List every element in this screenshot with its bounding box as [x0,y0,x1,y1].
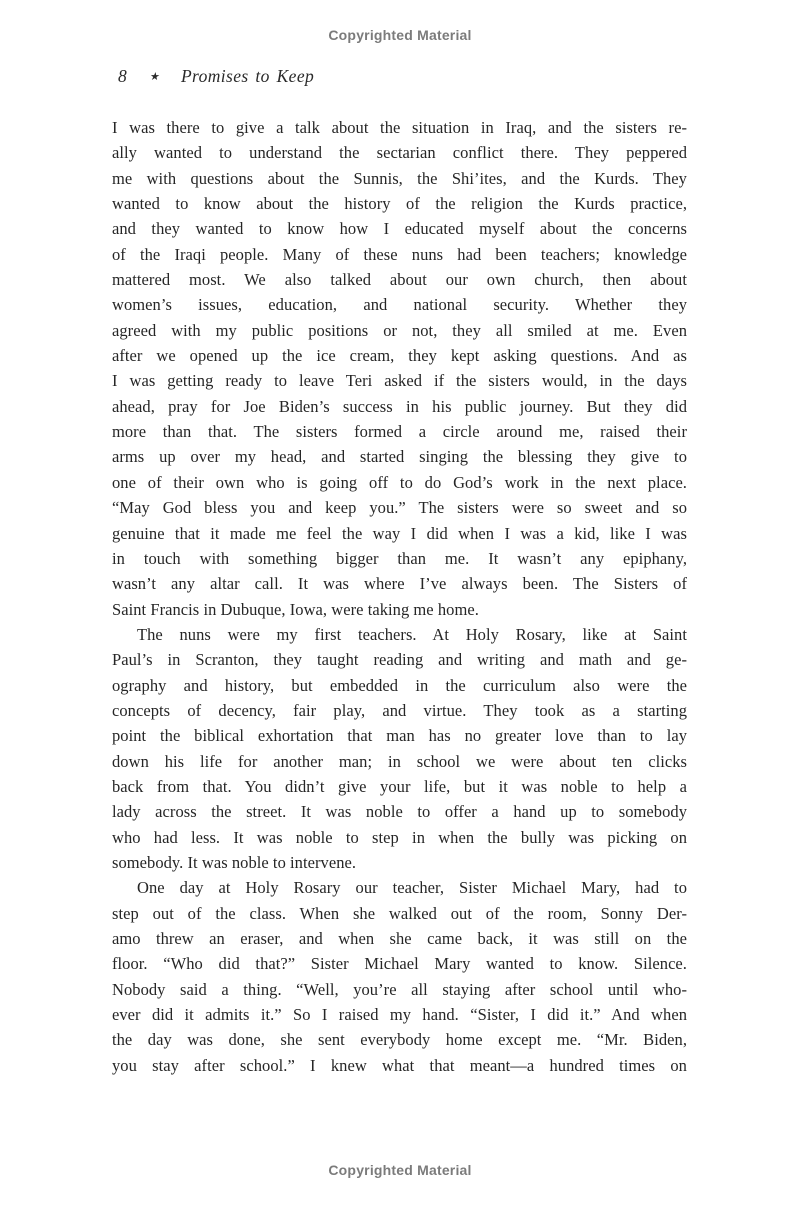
text-line: who had less. It was noble to step in when the bully was picking on [112,827,687,847]
text-line: Paul’s in Scranton, they taught reading and writing and math and ge- [112,650,687,670]
text-line: down his life for another man; in school we were about ten clicks [112,751,687,771]
text-line: amo threw an eraser, and when she came back, it was still on the [112,929,687,948]
text-line: more than that. The sisters formed a circle around me, raised their [112,422,687,442]
text-line: agreed with my public positions or not, they all smiled at me. Even [112,320,687,340]
text-line: me with questions about the Sunnis, the Shi’ites, and the Kurds. They [112,168,687,188]
text-line: concepts of decency, fair play, and virtue. They took as a starting [112,700,687,720]
text-line: wanted to know about the history of the religion the Kurds practice, [112,194,687,214]
text-line: somebody. It was noble to intervene. [112,852,357,872]
text-line: ever did it admits it.” So I raised my hand. “Sister, I did it.” And when [112,1005,687,1025]
text-line: floor. “Who did that?” Sister Michael Mary wanted to know. Silence. [112,954,687,974]
page-number: 8 [118,66,128,86]
text-line: women’s issues, education, and national security. Whether they [112,295,687,315]
text-line: I was getting ready to leave Teri asked if the sisters would, in the days [112,371,687,391]
text-line: of the Iraqi people. Many of these nuns had been teachers; knowledge [112,244,687,264]
text-line: wasn’t any altar call. It was where I’ve always been. The Sisters of [112,574,687,594]
text-line: you stay after school.” I knew what that meant—a hundred times on [112,1055,687,1075]
text-line: ally wanted to understand the sectarian conflict there. They peppered [112,143,687,163]
star-separator-icon: ★ [149,71,161,83]
text-line: I was there to give a talk about the situation in Iraq, and the sisters re- [112,118,687,137]
book-title: Promises to Keep [180,66,315,86]
text-line: “May God bless you and keep you.” The sisters were so sweet and so [112,498,687,518]
text-line: ahead, pray for Joe Biden’s success in his public journey. But they did [112,396,687,416]
text-line: the day was done, she sent everybody home except me. “Mr. Biden, [112,1030,687,1050]
text-line: The nuns were my first teachers. At Holy Rosary, like at Saint [137,624,687,644]
text-line: in touch with something bigger than me. It wasn’t any epiphany, [112,548,687,568]
text-line: ography and history, but embedded in the curriculum also were the [112,675,687,695]
running-header [118,66,314,87]
text-line: mattered most. We also talked about our own church, then about [112,270,687,290]
copyright-notice-bottom: Copyrighted Material [328,1162,472,1178]
text-line: genuine that it made me feel the way I did when I was a kid, like I was [112,523,687,543]
text-line: Nobody said a thing. “Well, you’re all staying after school until who- [112,979,687,999]
text-line: after we opened up the ice cream, they kept asking questions. And as [112,346,687,366]
text-line: back from that. You didn’t give your life, but it was noble to help a [112,776,687,796]
copyright-notice-top: Copyrighted Material [328,27,472,43]
body-text [112,115,687,1078]
text-line: step out of the class. When she walked out of the room, Sonny Der- [112,903,687,923]
text-line: and they wanted to know how I educated myself about the concerns [112,219,687,239]
text-line: one of their own who is going off to do God’s work in the next place. [112,472,687,492]
text-line: arms up over my head, and started singing the blessing they give to [112,447,687,467]
text-line: lady across the street. It was noble to offer a hand up to somebody [112,802,687,822]
text-line: point the biblical exhortation that man has no greater love than to lay [112,726,687,746]
text-line: One day at Holy Rosary our teacher, Sister Michael Mary, had to [137,878,687,898]
text-line: Saint Francis in Dubuque, Iowa, were taking me home. [112,599,479,619]
